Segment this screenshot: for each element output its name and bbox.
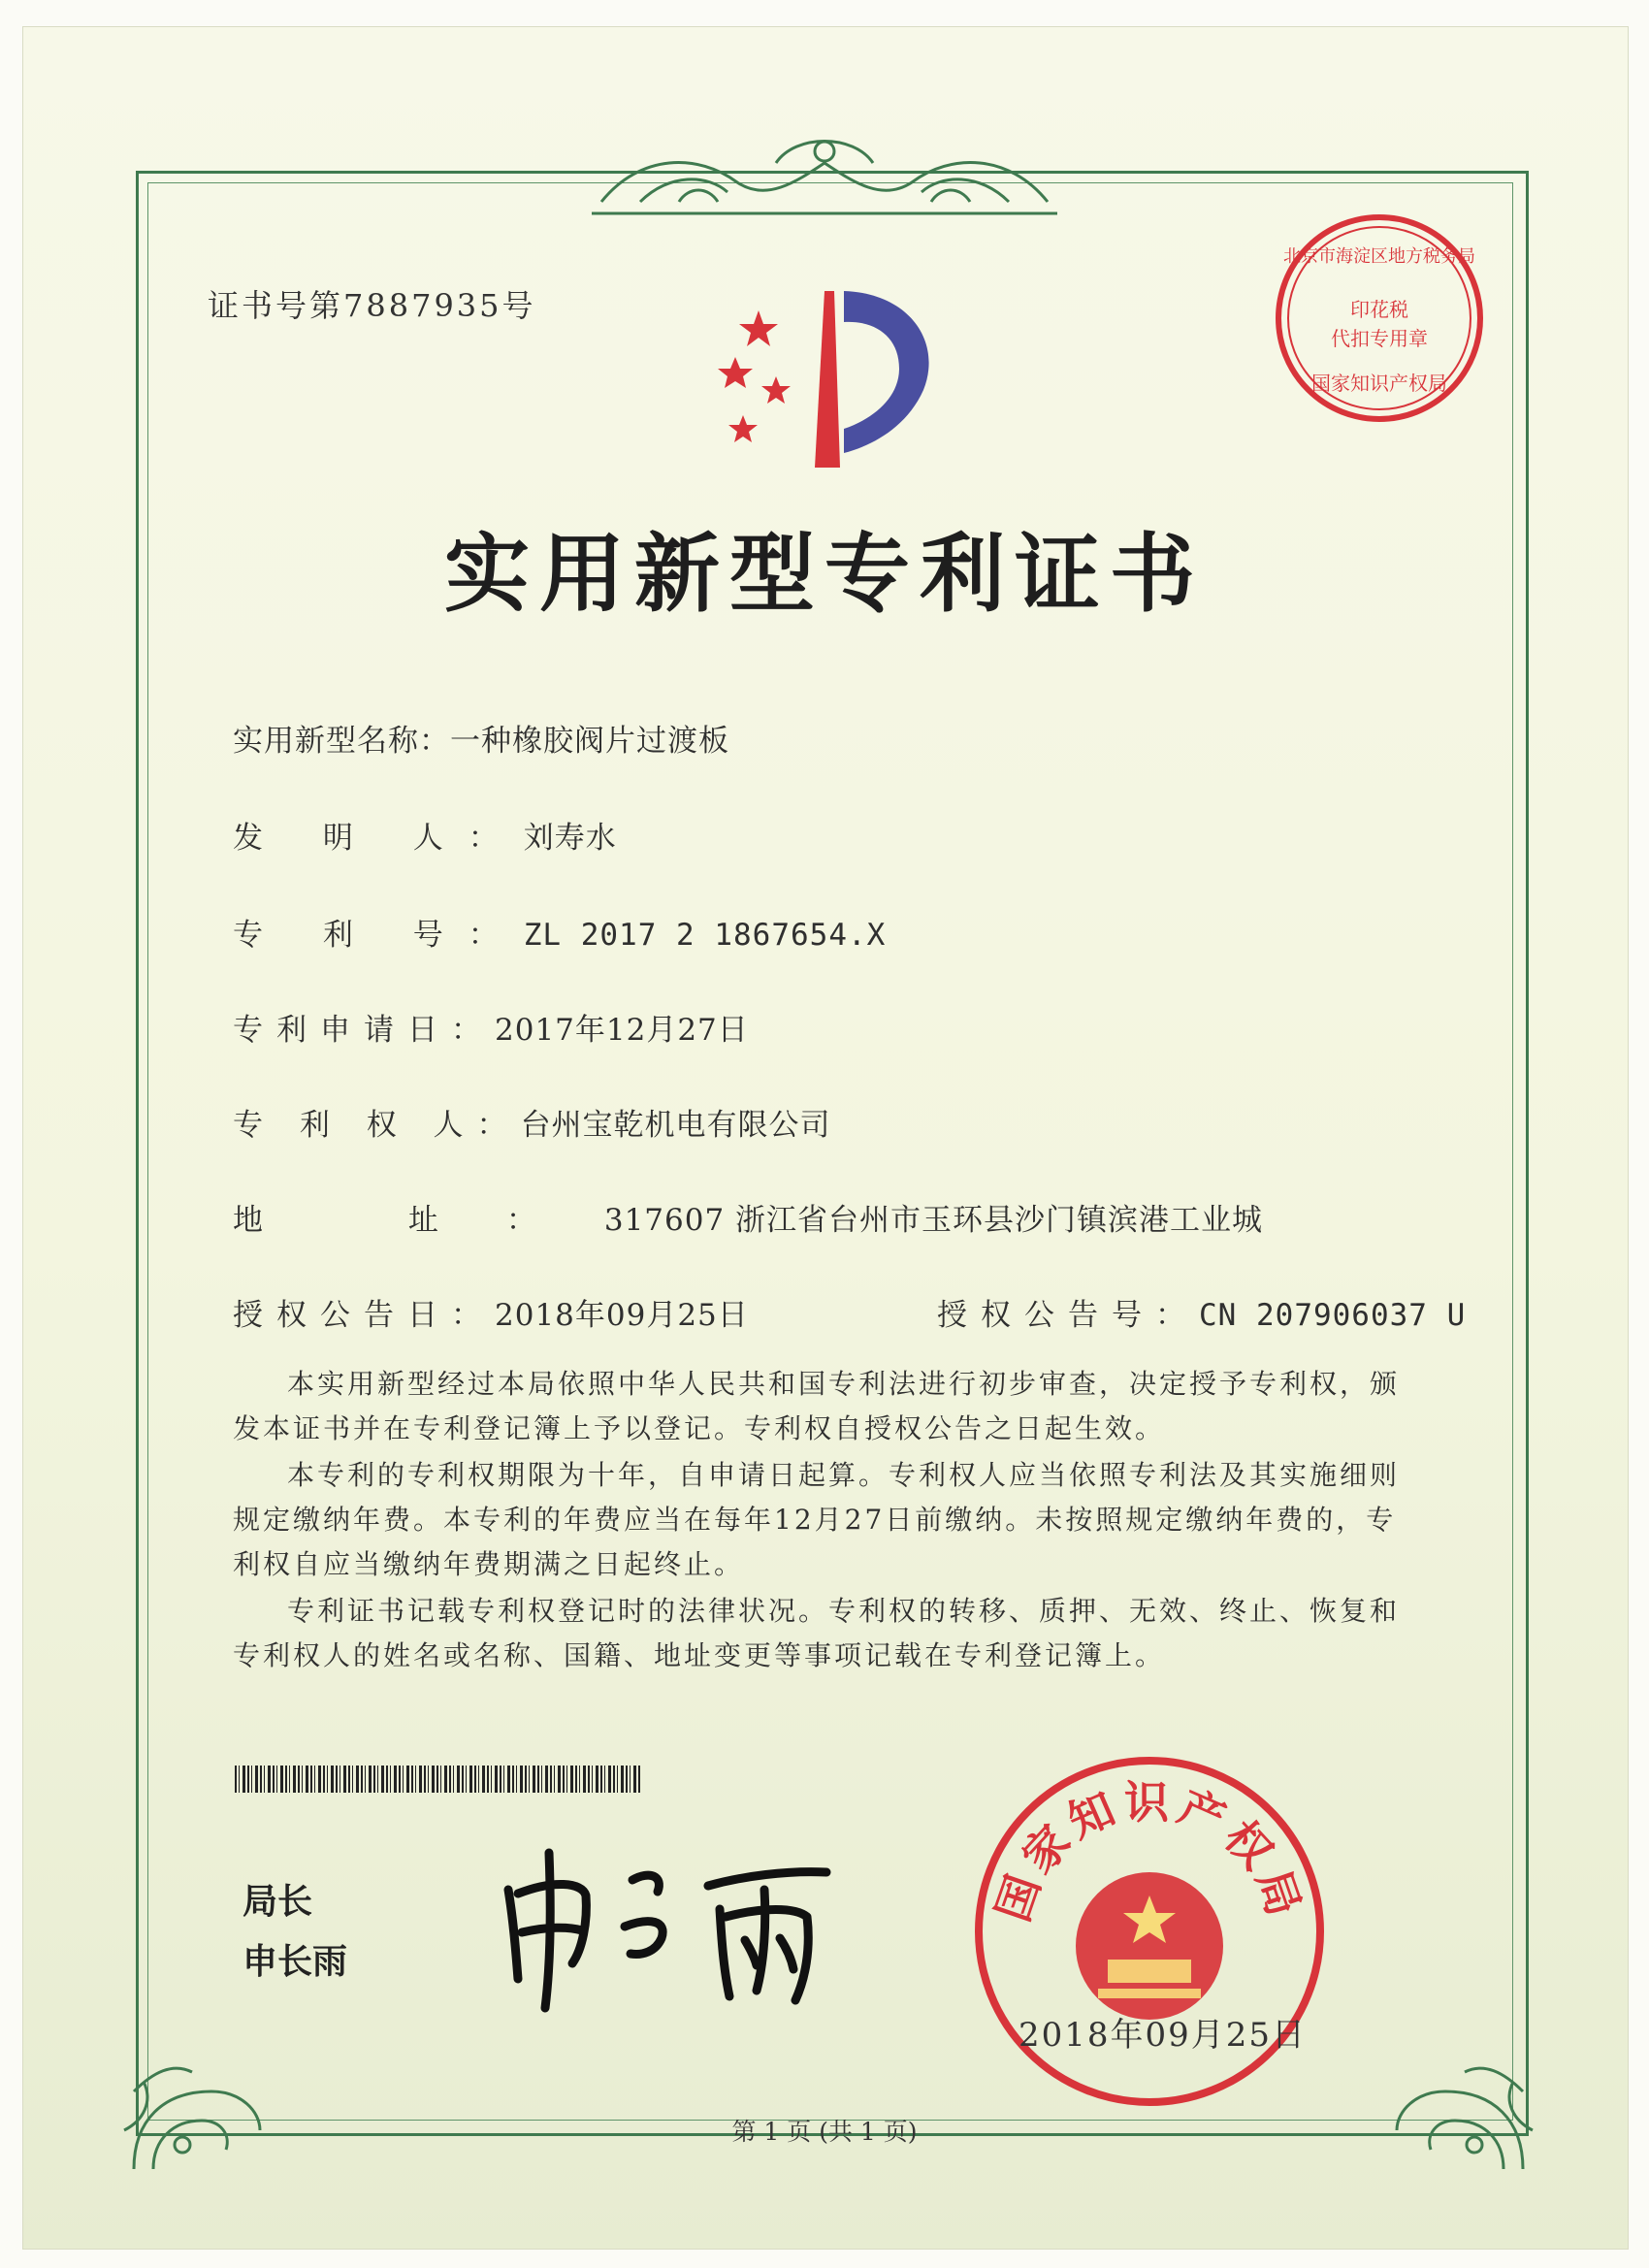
field-grant-number-value: CN 207906037 U (1199, 1298, 1467, 1333)
statement-paragraph-1: 本实用新型经过本局依照中华人民共和国专利法进行初步审查，决定授予专利权，颁发本证书并在专利登记簿上予以登记。专利权自授权公告之日起生效。 (233, 1368, 1401, 1444)
field-grant-number (937, 1290, 1466, 1334)
tax-stamp-inner-line2: 代扣专用章 (1331, 327, 1428, 350)
barcode (235, 1766, 642, 1793)
patent-office-logo-icon (700, 283, 960, 475)
official-seal-text: 国家知识产权局 (986, 1776, 1313, 1928)
tax-stamp-outer-text: 北京市海淀区地方税务局 (1283, 246, 1475, 267)
tax-stamp-inner-line1: 印花税 (1350, 298, 1408, 321)
director-block (242, 1872, 347, 1993)
tax-stamp-seal (1271, 210, 1488, 427)
field-name-label: 实用新型名称： (233, 724, 450, 759)
field-address (233, 1195, 1263, 1239)
field-inventor (233, 813, 617, 857)
page-title: 实用新型专利证书 (443, 524, 1205, 624)
field-grant-date-value: 2018年09月25日 (495, 1298, 749, 1333)
tax-stamp-bottom-text: 国家知识产权局 (1311, 372, 1447, 395)
field-patent-number (233, 910, 886, 954)
director-title: 局长 (242, 1882, 313, 1922)
field-patentee-value: 台州宝乾机电有限公司 (520, 1108, 831, 1143)
field-patentee-label: 专 利 权 人： (233, 1108, 521, 1143)
field-grant-date (233, 1290, 749, 1334)
field-name-value: 一种橡胶阀片过渡板 (450, 724, 729, 759)
field-grant-number-label: 授权公告号： (937, 1298, 1199, 1333)
field-grant-date-label: 授权公告日： (233, 1298, 495, 1333)
field-address-label: 地 址： (233, 1203, 604, 1238)
field-name (233, 716, 729, 760)
page-number: 第 1 页 (共 1 页) (731, 2118, 918, 2146)
statement-paragraph-2: 本专利的专利权期限为十年，自申请日起算。专利权人应当依照专利法及其实施细则规定缴纳年费。本专利的年费应当在每年12月27日前缴纳。未按照规定缴纳年费的，专利权自应当缴纳年费期满之日起终止。 (233, 1459, 1401, 1580)
field-patent-number-value: ZL 2017 2 1867654.X (523, 918, 887, 953)
field-filing-date-label: 专利申请日： (233, 1013, 495, 1048)
director-signature (497, 1835, 846, 2020)
field-patent-number-label: 专 利 号： (233, 918, 524, 953)
field-address-value: 317607 浙江省台州市玉环县沙门镇滨港工业城 (603, 1203, 1264, 1238)
field-inventor-label: 发 明 人： (233, 821, 524, 856)
official-seal (970, 1752, 1329, 2111)
top-ornament-icon (582, 124, 1067, 221)
field-filing-date (233, 1005, 749, 1049)
field-inventor-value: 刘寿水 (523, 821, 617, 856)
certificate-number: 证书号第7887935号 (208, 287, 536, 324)
field-filing-date-value: 2017年12月27日 (495, 1013, 749, 1048)
statement-paragraph-3: 专利证书记载专利权登记时的法律状况。专利权的转移、质押、无效、终止、恢复和专利权人的姓名或名称、国籍、地址变更等事项记载在专利登记簿上。 (233, 1595, 1401, 1671)
seal-date: 2018年09月25日 (1018, 2016, 1308, 2055)
field-patentee (233, 1100, 831, 1144)
bottom-right-ornament-icon (1377, 2033, 1542, 2179)
director-name: 申长雨 (242, 1942, 348, 1982)
bottom-left-ornament-icon (114, 2033, 279, 2179)
